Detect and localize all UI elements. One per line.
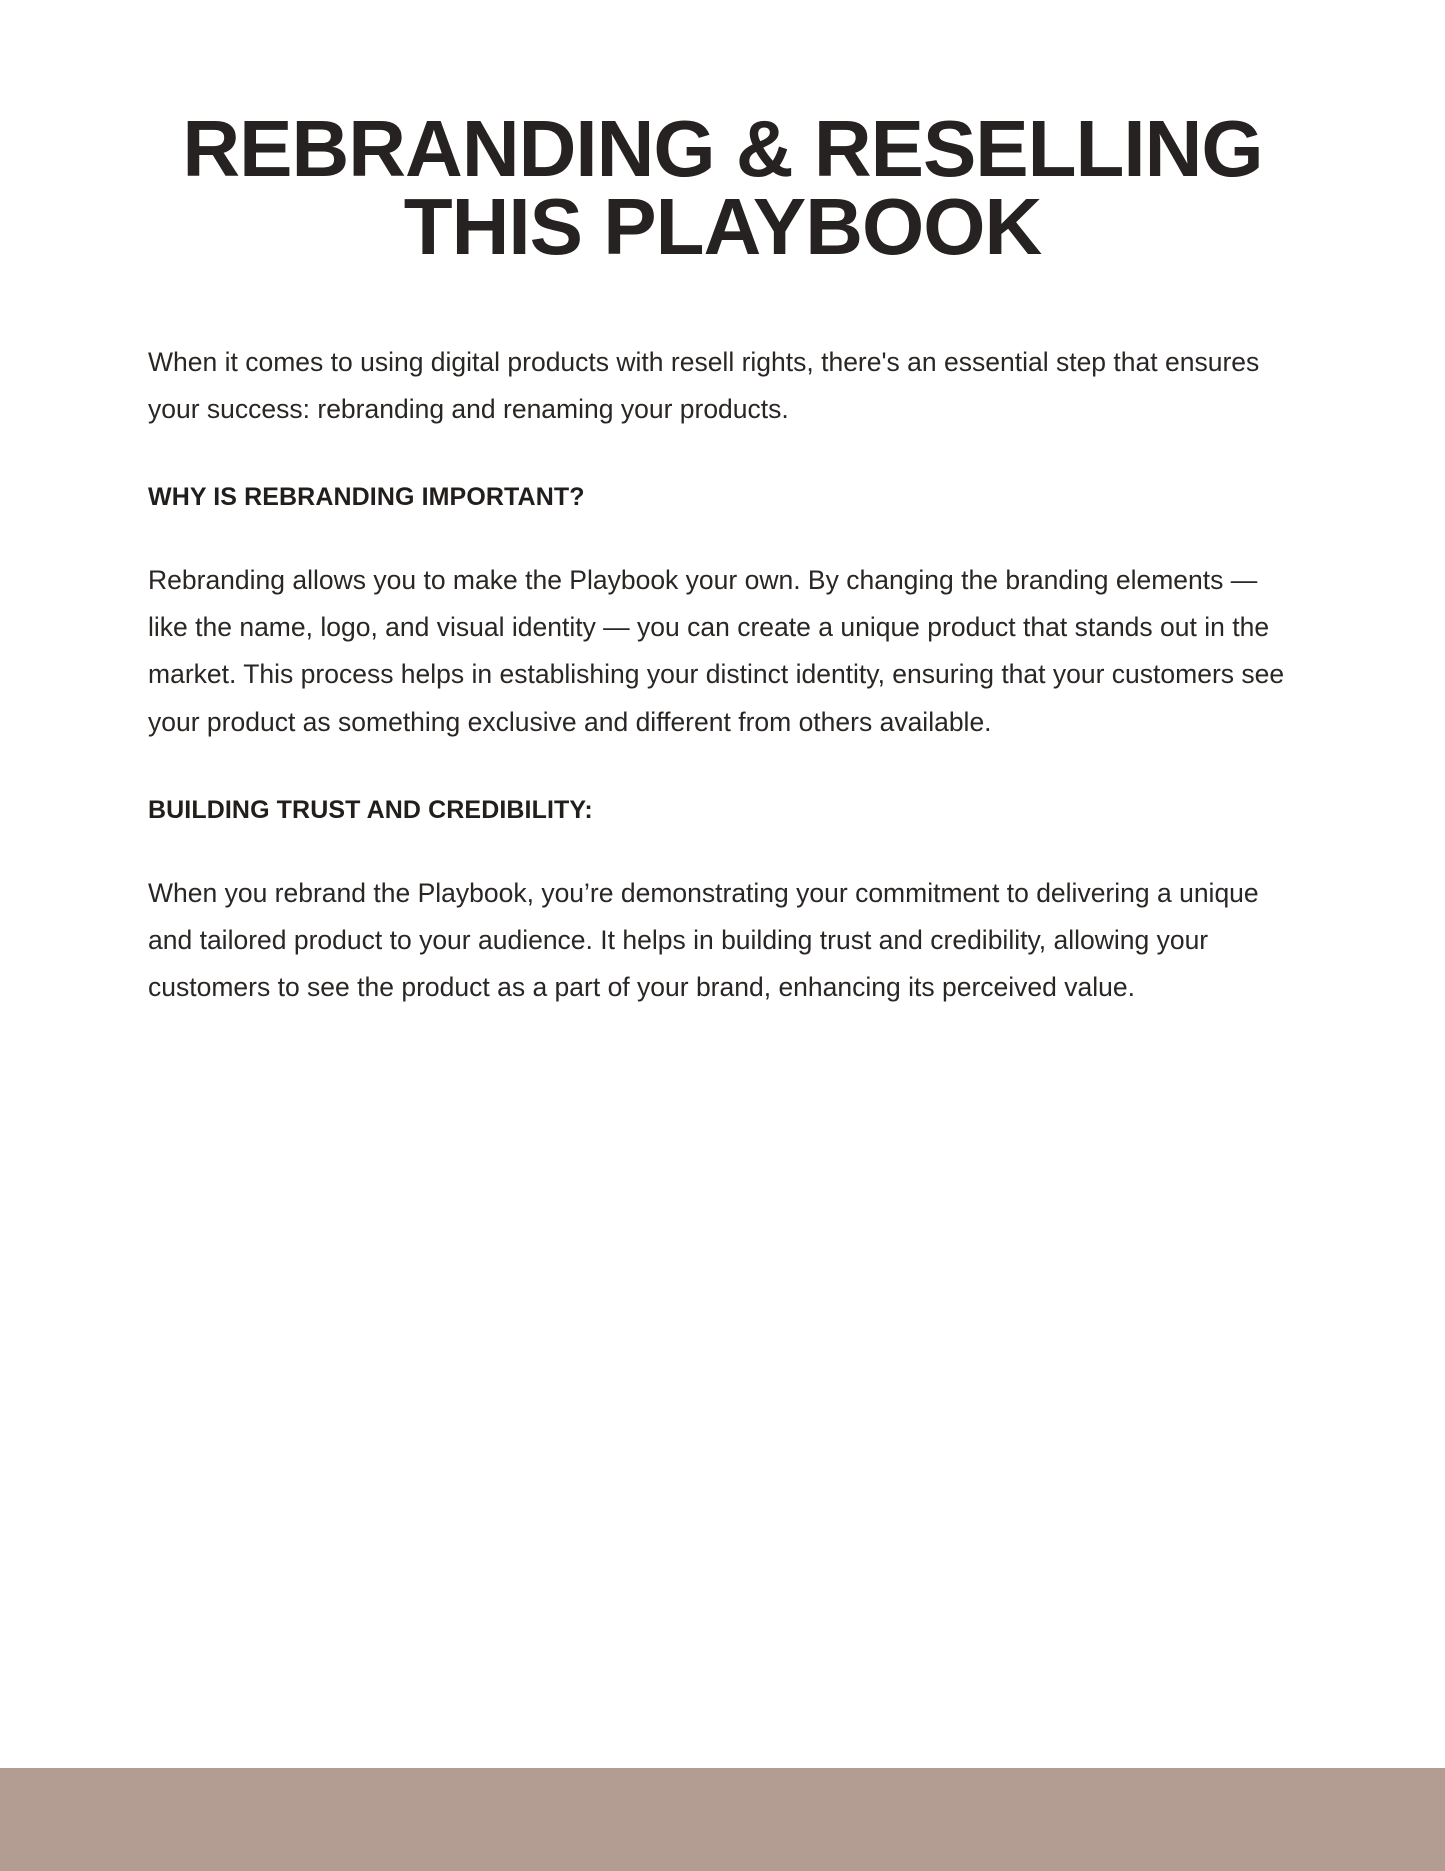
- footer-color-band: [0, 1768, 1445, 1871]
- document-body: [148, 339, 1297, 1011]
- page-title: REBRANDING & RESELLING THIS PLAYBOOK: [182, 104, 1263, 272]
- section-body-trust-credibility: When you rebrand the Playbook, you’re demonstrating your commitment to delivering a unique and tailored product to your audience. It helps in building trust and credibility, allowing your customers to see the product as a part of your brand, enhancing its perceived value.: [148, 877, 1259, 1003]
- intro-paragraph: When it comes to using digital products with resell rights, there's an essential step that ensures your success: rebranding and renaming your products.: [148, 346, 1260, 424]
- section-heading-why-rebranding: WHY IS REBRANDING IMPORTANT?: [148, 483, 585, 512]
- section-heading-trust-credibility: BUILDING TRUST AND CREDIBILITY:: [148, 795, 593, 824]
- section-body-why-rebranding: Rebranding allows you to make the Playbook your own. By changing the branding elements — like the name, logo, and visual identity — you can create a unique product that stands out in the market. This process helps in establishing your distinct identity, ensuring that your customers see your product as something exclusive and different from others available.: [148, 565, 1285, 737]
